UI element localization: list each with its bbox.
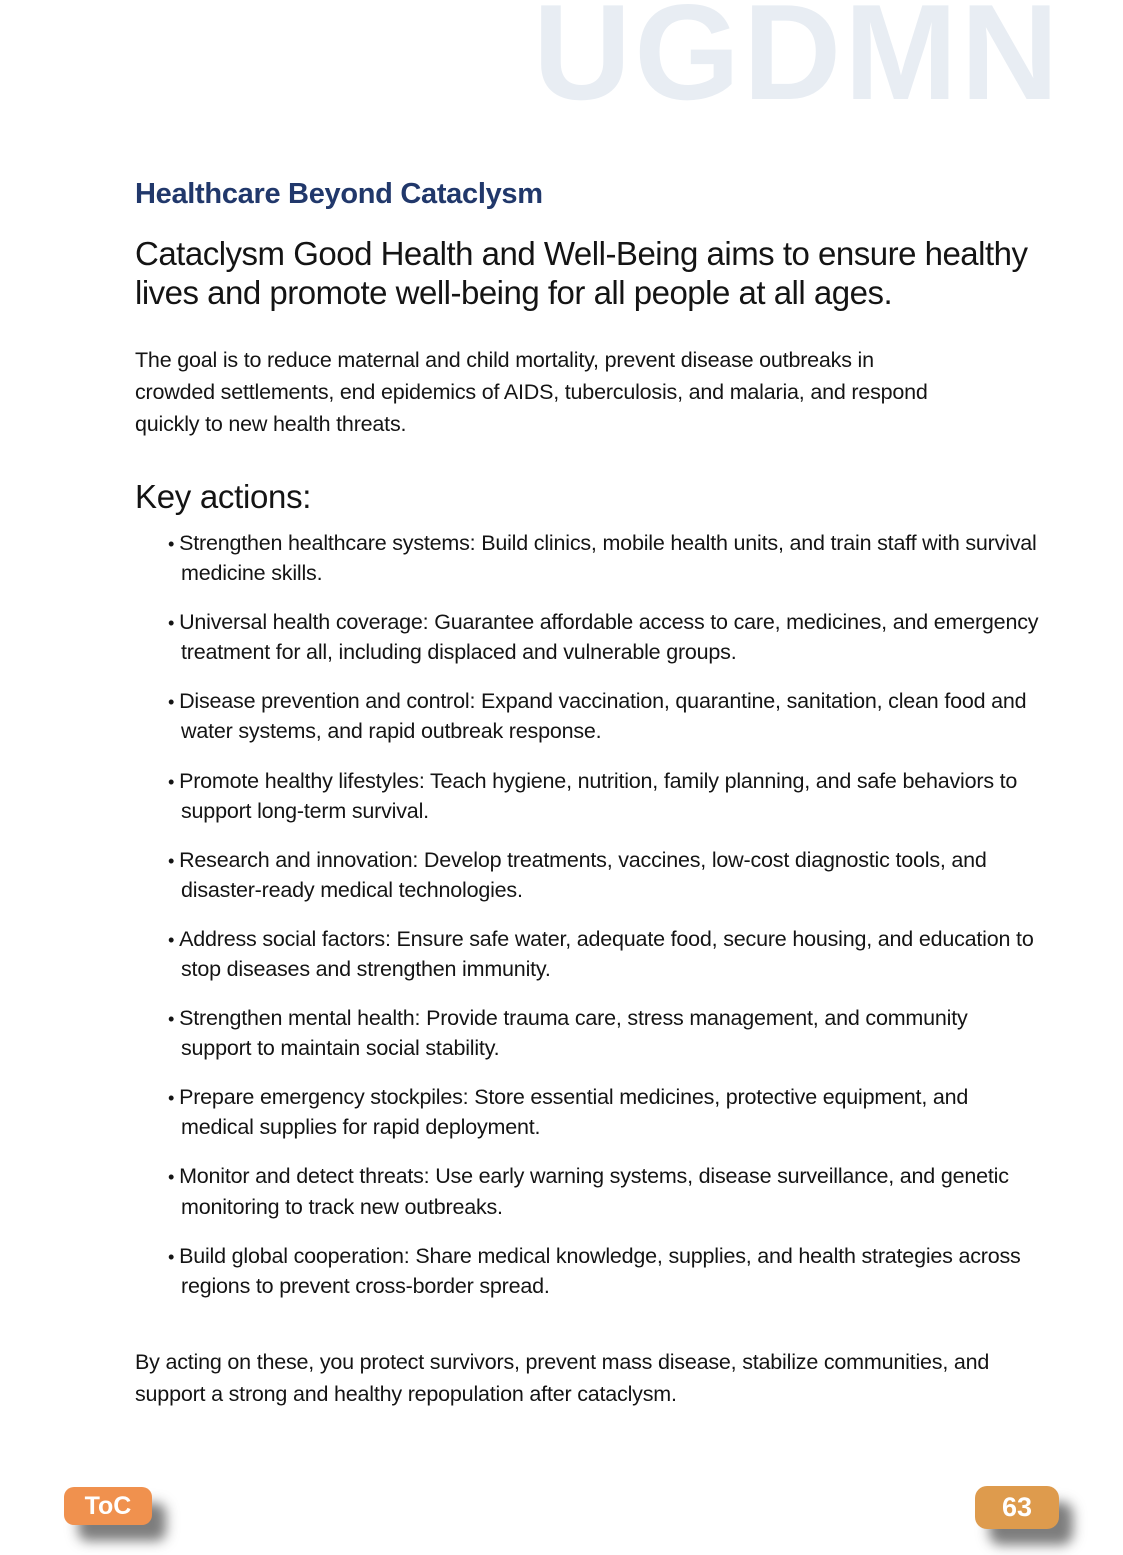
- key-action-item: • Address social factors: Ensure safe water, adequate food, secure housing, and education to stop diseases and strengthen immunity.: [135, 924, 1040, 984]
- page-number-badge: 63: [975, 1486, 1059, 1529]
- key-action-item: • Disease prevention and control: Expand vaccination, quarantine, sanitation, clean food and water systems, and rapid outbreak response.: [135, 686, 1040, 746]
- toc-button[interactable]: ToC: [64, 1487, 152, 1525]
- intro-paragraph: The goal is to reduce maternal and child mortality, prevent disease outbreaks in crowded settlements, end epidemics of AIDS, tuberculosis, and malaria, and respond quickly to new health threats.: [135, 347, 928, 436]
- closing-paragraph: By acting on these, you protect survivors, prevent mass disease, stabilize communities, and support a strong and healthy repopulation after cataclysm.: [135, 1349, 990, 1406]
- key-action-item: • Prepare emergency stockpiles: Store essential medicines, protective equipment, and medical supplies for rapid deployment.: [135, 1082, 1040, 1142]
- section-heading: Healthcare Beyond Cataclysm: [135, 178, 543, 210]
- key-action-item: • Monitor and detect threats: Use early warning systems, disease surveillance, and genetic monitoring to track new outbreaks.: [135, 1161, 1040, 1221]
- goal-statement-heading: Cataclysm Good Health and Well-Being aims to ensure healthy lives and promote well-being for all people at all ages.: [135, 235, 1028, 311]
- key-action-item: • Build global cooperation: Share medical knowledge, supplies, and health strategies across regions to prevent cross-border spread.: [135, 1241, 1040, 1301]
- page-content: [135, 178, 1040, 1410]
- key-actions-heading: Key actions:: [135, 477, 312, 515]
- key-action-item: • Universal health coverage: Guarantee affordable access to care, medicines, and emergency treatment for all, including displaced and vulnerable groups.: [135, 607, 1040, 667]
- key-action-item: • Strengthen healthcare systems: Build clinics, mobile health units, and train staff with survival medicine skills.: [135, 528, 1040, 588]
- key-action-item: • Research and innovation: Develop treatments, vaccines, low-cost diagnostic tools, and disaster-ready medical technologies.: [135, 845, 1040, 905]
- key-actions-list: [135, 528, 1040, 1301]
- key-action-item: • Strengthen mental health: Provide trauma care, stress management, and community support to maintain social stability.: [135, 1003, 1040, 1063]
- watermark-text: UGDMN: [533, 0, 1062, 128]
- key-action-item: • Promote healthy lifestyles: Teach hygiene, nutrition, family planning, and safe behaviors to support long-term survival.: [135, 766, 1040, 826]
